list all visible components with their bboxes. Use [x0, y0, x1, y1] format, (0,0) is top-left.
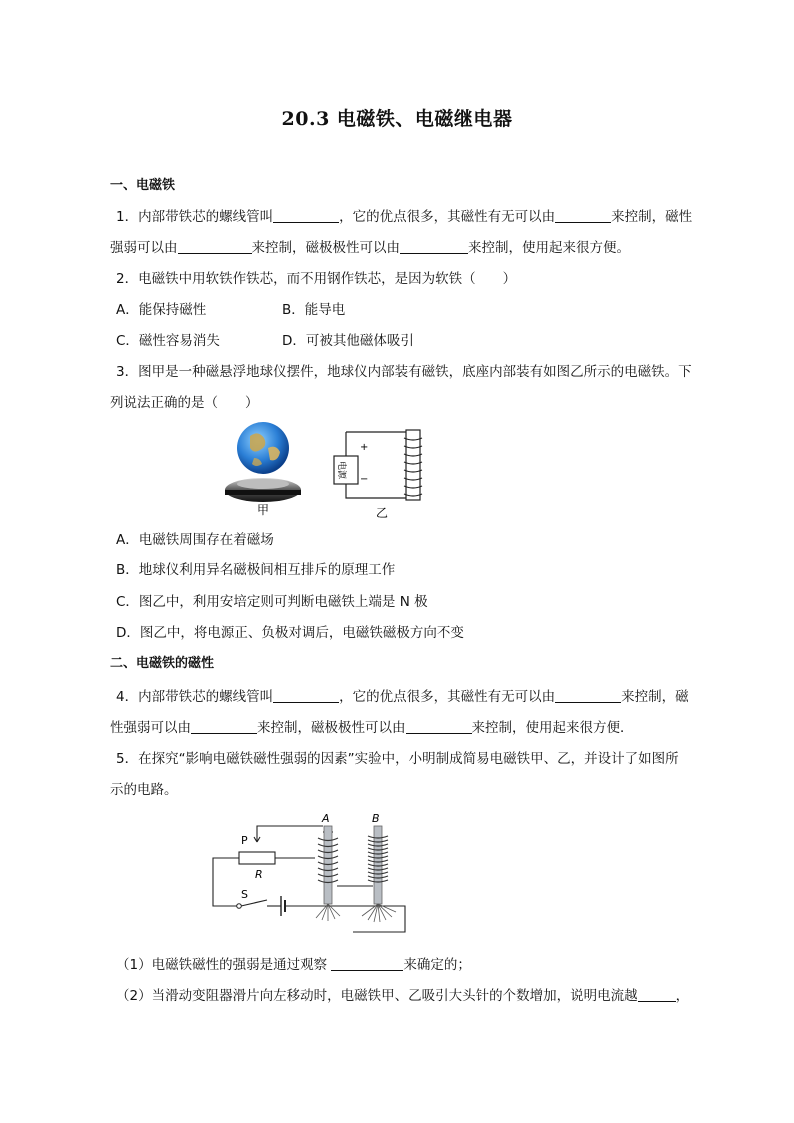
q1-blank-3[interactable] — [178, 239, 252, 254]
q1-text-5: 来控制，磁极极性可以由 — [251, 240, 400, 256]
section-heading-electromagnet: 一、电磁铁 — [110, 178, 176, 193]
q4-text-6: 来控制，使用起来很方便． — [471, 720, 634, 736]
figure-experiment-circuit — [205, 812, 415, 942]
label-s: S — [241, 888, 248, 901]
q1-text-3: 来控制，磁性 — [611, 209, 693, 225]
q5-sub2-text-1: （2）当滑动变阻器滑片向左移动时，电磁铁甲、乙吸引大头针的个数增加，说明电流越 — [116, 988, 638, 1004]
pins-b — [362, 904, 396, 922]
q4-blank-3[interactable] — [191, 719, 257, 734]
question-1-line-1 — [116, 207, 716, 227]
q1-text-1: 1．内部带铁芯的螺线管叫 — [116, 209, 274, 225]
q2-option-a[interactable]: A．能保持磁性 — [116, 302, 207, 318]
q1-blank-1[interactable] — [273, 208, 339, 223]
q4-blank-1[interactable] — [273, 688, 339, 703]
question-3-option-a[interactable]: A．电磁铁周围存在着磁场 — [116, 532, 274, 548]
question-3-line-2: 列说法正确的是（ ） — [110, 395, 259, 411]
q4-text-1: 4．内部带铁芯的螺线管叫 — [116, 689, 274, 705]
q4-text-3: 来控制，磁 — [621, 689, 689, 705]
question-4-line-2 — [110, 718, 710, 738]
q1-text-4: 强弱可以由 — [110, 240, 178, 256]
rheostat[interactable] — [239, 852, 275, 864]
question-2-stem: 2．电磁铁中用软铁作铁芯，而不用钢作铁芯，是因为软铁（ ） — [116, 271, 517, 287]
question-3-option-b[interactable]: B．地球仪利用异名磁极间相互排斥的原理工作 — [116, 562, 396, 578]
question-5-sub-1 — [116, 955, 716, 975]
label-r: R — [255, 868, 263, 881]
question-5-line-2: 示的电路。 — [110, 782, 178, 798]
label-b: B — [372, 812, 380, 825]
question-2-options-row-2 — [116, 331, 716, 351]
q5-blank-2[interactable] — [638, 987, 676, 1002]
figure-label-yi: 乙 — [375, 506, 389, 520]
question-3-option-c[interactable]: C．图乙中，利用安培定则可判断电磁铁上端是 N 极 — [116, 594, 428, 610]
question-3-option-d[interactable]: D．图乙中，将电源正、负极对调后，电磁铁磁极方向不变 — [116, 625, 464, 641]
question-3-line-1: 3．图甲是一种磁悬浮地球仪摆件，地球仪内部装有磁铁，底座内部装有如图乙所示的电磁铁。下 — [116, 364, 692, 380]
question-2-options-row-1 — [116, 300, 716, 320]
q5-sub2-text-2: ， — [675, 988, 690, 1004]
figure-maglev-globe — [220, 418, 306, 518]
question-4-line-1 — [116, 687, 716, 707]
q4-text-2: ，它的优点很多，其磁性有无可以由 — [339, 689, 556, 705]
q2-option-d[interactable]: D．可被其他磁体吸引 — [282, 333, 414, 349]
q1-blank-4[interactable] — [400, 239, 468, 254]
q1-text-6: 来控制，使用起来很方便。 — [468, 240, 630, 256]
figure-label-jia: 甲 — [256, 503, 270, 517]
q5-blank-1[interactable] — [331, 956, 403, 971]
q5-sub1-text-2: 来确定的； — [403, 957, 471, 973]
q4-text-4: 性强弱可以由 — [110, 720, 191, 736]
q1-text-2: ，它的优点很多，其磁性有无可以由 — [339, 209, 556, 225]
label-p: P — [241, 834, 248, 847]
figure-electromagnet-circuit — [320, 428, 430, 520]
q5-sub1-text-1: （1）电磁铁磁性的强弱是通过观察 — [116, 957, 332, 973]
question-5-line-1: 5．在探究“影响电磁铁磁性强弱的因素”实验中，小明制成简易电磁铁甲、乙，并设计了如图所 — [116, 751, 679, 767]
question-5-sub-2 — [116, 986, 716, 1006]
question-1-line-2 — [110, 238, 710, 258]
q4-blank-4[interactable] — [406, 719, 472, 734]
switch-contact[interactable] — [237, 904, 242, 909]
label-a: A — [322, 812, 330, 825]
q2-option-c[interactable]: C．磁性容易消失 — [116, 333, 220, 349]
plus-label: + — [360, 442, 369, 453]
page-title: 20.3 电磁铁、电磁继电器 — [281, 108, 513, 130]
minus-label: − — [360, 474, 369, 485]
power-source-label: 电源 — [336, 460, 346, 480]
q4-blank-2[interactable] — [555, 688, 621, 703]
q2-option-b[interactable]: B．能导电 — [282, 302, 346, 318]
section-heading-magnetism: 二、电磁铁的磁性 — [110, 656, 215, 671]
q1-blank-2[interactable] — [555, 208, 611, 223]
q4-text-5: 来控制，磁极极性可以由 — [257, 720, 406, 736]
